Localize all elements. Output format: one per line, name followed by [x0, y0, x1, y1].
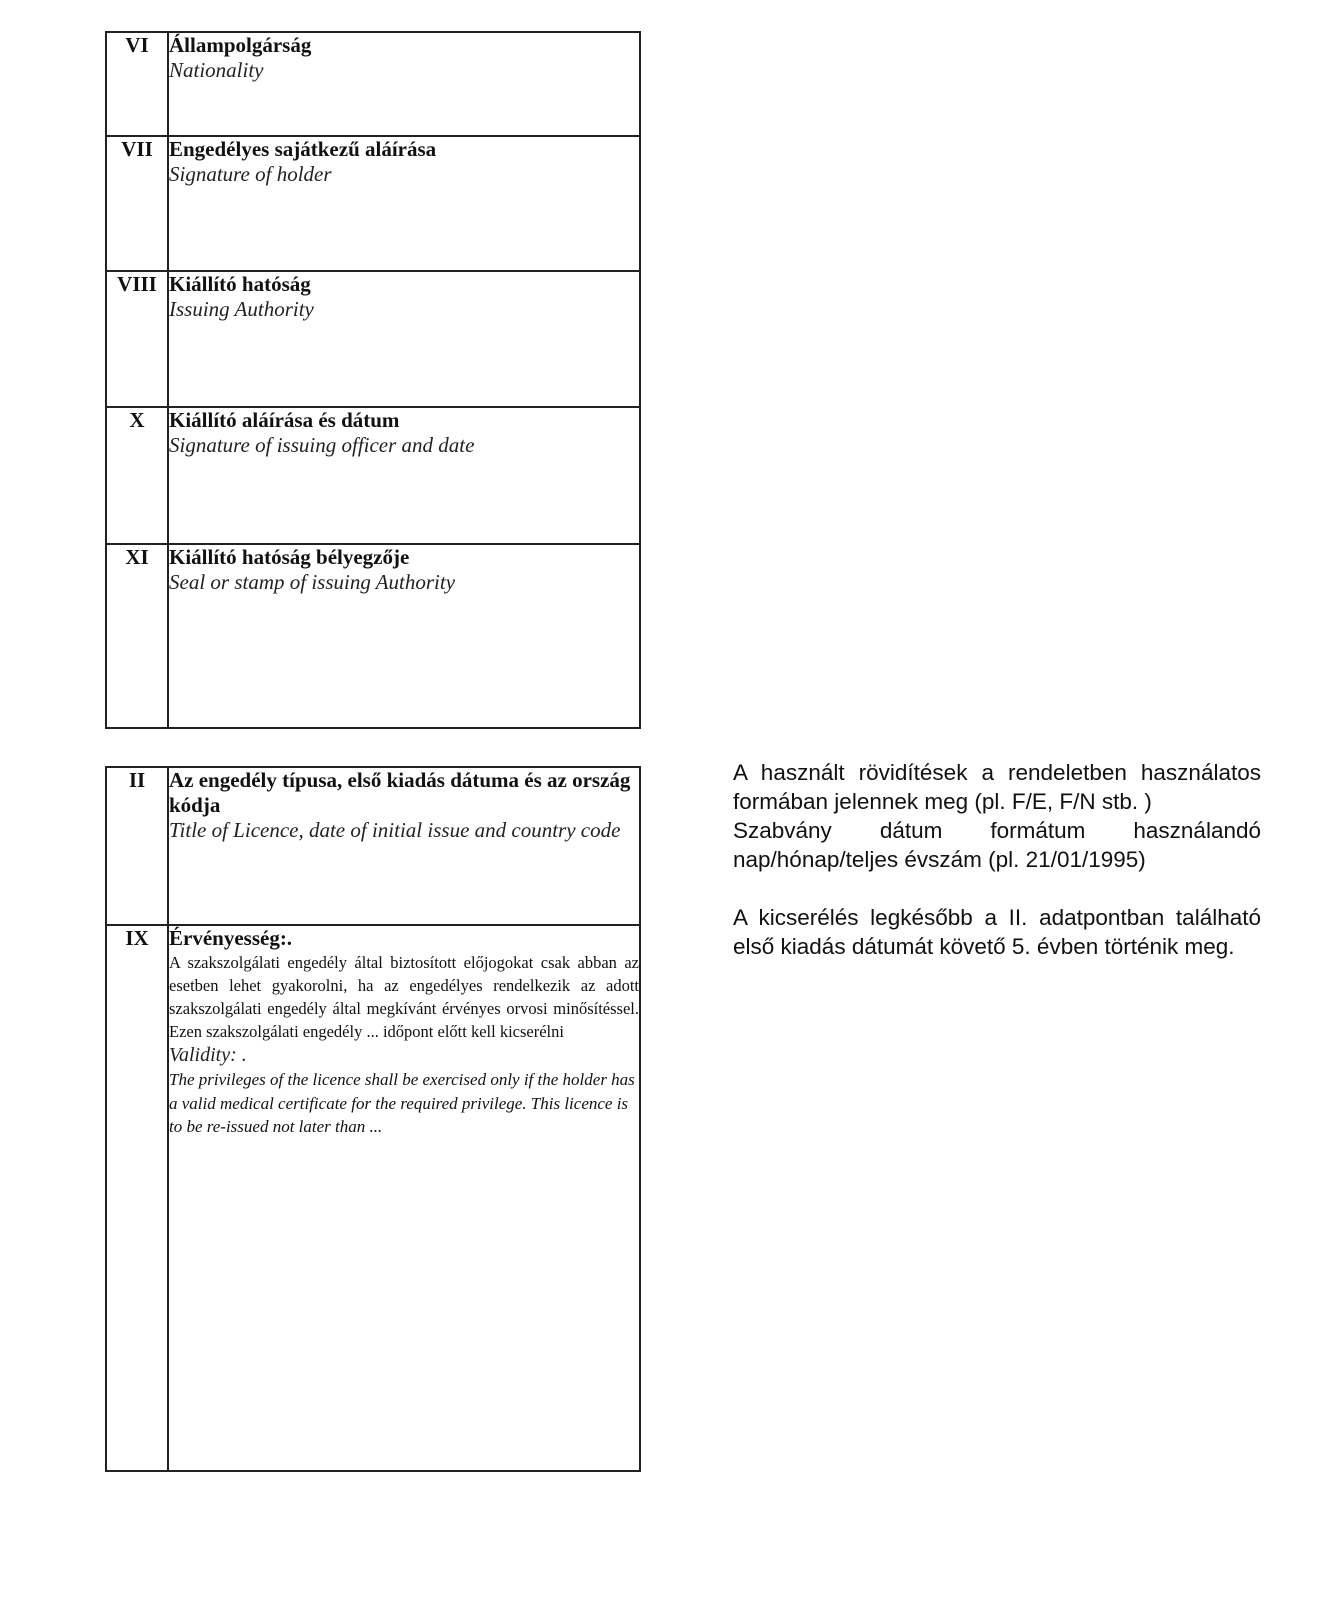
- field-label-en: Signature of issuing officer and date: [169, 433, 475, 457]
- field-row-issuing-authority: [106, 271, 640, 407]
- field-number: II: [106, 767, 168, 925]
- field-row-licence-title: [106, 767, 640, 925]
- field-label-en: Title of Licence, date of initial issue and country code: [169, 818, 621, 842]
- validity-text-hu: A szakszolgálati engedély által biztosított előjogokat csak abban az esetben lehet gyakorolni, ha az engedélyes rendelkezik az adott szakszolgálati engedély által megkívánt érvényes orvosi minősítéssel. Ezen szakszolgálati engedély ... időpont előtt kell kicserélni: [169, 953, 639, 1041]
- field-content: [168, 271, 640, 407]
- field-content: [168, 136, 640, 271]
- field-label-hu: Engedélyes sajátkezű aláírása: [169, 137, 437, 161]
- note-reissue: A kicserélés legkésőbb a II. adatpontban található első kiadás dátumát követő 5. évben történik meg.: [733, 905, 1261, 959]
- field-label-en: Nationality: [169, 58, 264, 82]
- field-label-hu: Az engedély típusa, első kiadás dátuma és az ország kódja: [169, 768, 631, 817]
- field-number: IX: [106, 925, 168, 1471]
- field-content: [168, 544, 640, 728]
- field-label-hu: Kiállító hatóság bélyegzője: [169, 545, 410, 569]
- licence-fields-table-top: [105, 31, 641, 729]
- field-content: [168, 767, 640, 925]
- field-label-en: Signature of holder: [169, 162, 332, 186]
- field-row-validity: [106, 925, 640, 1471]
- field-content: [168, 407, 640, 544]
- validity-title-en: Validity: .: [169, 1044, 247, 1066]
- field-label-hu: Kiállító aláírása és dátum: [169, 408, 400, 432]
- field-number: VII: [106, 136, 168, 271]
- validity-title-hu: Érvényesség:.: [169, 926, 293, 950]
- field-row-issuing-officer-signature: [106, 407, 640, 544]
- notes-section: [733, 758, 1261, 961]
- field-number: XI: [106, 544, 168, 728]
- note-date-format: Szabvány dátum formátum használandó nap/hónap/teljes évszám (pl. 21/01/1995): [733, 818, 1261, 872]
- field-label-en: Seal or stamp of issuing Authority: [169, 570, 456, 594]
- licence-fields-table-bottom: [105, 766, 641, 1472]
- field-number: VI: [106, 32, 168, 136]
- field-row-seal-or-stamp: [106, 544, 640, 728]
- note-abbreviations: A használt rövidítések a rendeletben használatos formában jelennek meg (pl. F/E, F/N stb. ): [733, 760, 1261, 814]
- field-number: VIII: [106, 271, 168, 407]
- field-row-signature-of-holder: [106, 136, 640, 271]
- field-row-nationality: [106, 32, 640, 136]
- field-content: [168, 925, 640, 1471]
- field-label-hu: Kiállító hatóság: [169, 272, 311, 296]
- field-number: X: [106, 407, 168, 544]
- field-label-hu: Állampolgárság: [169, 33, 312, 57]
- validity-text-en: The privileges of the licence shall be exercised only if the holder has a valid medical certificate for the required privilege. This licence is to be re-issued not later than ...: [169, 1070, 635, 1136]
- field-label-en: Issuing Authority: [169, 297, 314, 321]
- field-content: [168, 32, 640, 136]
